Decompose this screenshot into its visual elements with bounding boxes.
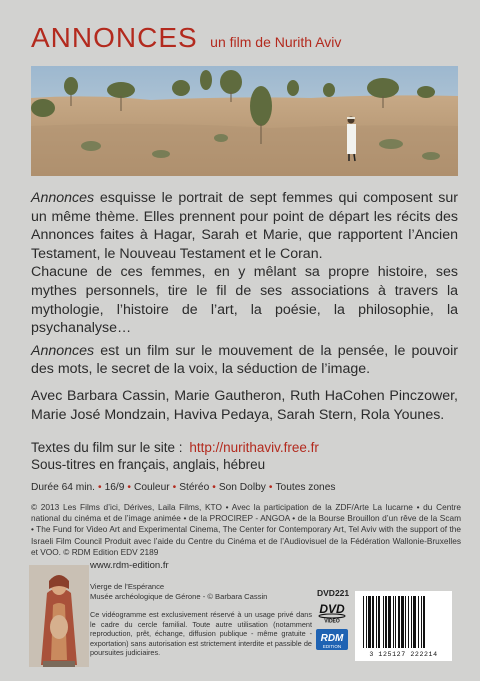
website-label: Textes du film sur le site : [31, 440, 183, 455]
synopsis [31, 189, 458, 424]
film-subtitle: un film de Nurith Aviv [210, 34, 342, 50]
title-block [31, 22, 341, 54]
film-title: ANNONCES [31, 22, 198, 53]
synopsis-paragraph: Chacune de ces femmes, en y mêlant sa propre histoire, ses mythes personnels, tire le fil de ses associations à travers la mythologie, l’histoire de l’art, la poésie, la philosophie, la psychanalyse… [31, 264, 458, 337]
caption-credit: Musée archéologique de Gérone - © Barbara Cassin [90, 592, 268, 601]
spec-sound: Son Dolby [218, 482, 266, 493]
synopsis-text: est un film sur le mouvement de la pensée, le pouvoir des mots, le secret de la voix, la séduction de l’image. [31, 342, 458, 378]
publisher-website[interactable]: www.rdm-edition.fr [90, 560, 169, 571]
landscape-photo [31, 66, 458, 176]
catalog-code: DVD221 [317, 588, 350, 598]
synopsis-paragraph [31, 189, 458, 263]
svg-text:RDM: RDM [320, 633, 344, 644]
spec-color: Couleur [133, 482, 170, 493]
film-title-inline: Annonces [31, 190, 95, 206]
svg-text:VIDEO: VIDEO [324, 618, 340, 623]
synopsis-paragraph [31, 342, 458, 379]
barcode-number: 3 125127 222214 [369, 651, 438, 658]
spec-zones: Toutes zones [275, 482, 336, 493]
image-caption [90, 582, 267, 602]
tech-specs: Durée 64 min. • 16/9 • Couleur • Stéréo • Son Dolby • Toutes zones [31, 482, 336, 493]
spec-aspect: 16/9 [104, 482, 125, 493]
film-title-inline: Annonces [31, 342, 95, 359]
barcode [355, 591, 452, 661]
spec-stereo: Stéréo [179, 482, 210, 493]
spec-duration: Durée 64 min. [31, 482, 95, 493]
svg-text:EDITION: EDITION [322, 644, 342, 649]
legal-notice: Ce vidéogramme est exclusivement réservé à un usage privé dans le cadre du cercle familial. Toute autre utilisation (notamment reproduction, prêt, échange, diffusion publique - même gratuite - exportation) sans autorisation est strictement interdite et passible de poursuites judiciaires. [90, 610, 312, 658]
rdm-edition-logo-icon [316, 629, 348, 650]
caption-title: Vierge de l’Espérance [90, 582, 165, 591]
website-row [31, 440, 319, 455]
cast-list: Avec Barbara Cassin, Marie Gautheron, Ruth HaCohen Pinczower, Marie José Mondzain, Haviva Pedaya, Sarah Stern, Rola Younes. [31, 387, 458, 423]
subtitles-info: Sous-titres en français, anglais, hébreu [31, 457, 266, 472]
website-link[interactable]: http://nurithaviv.free.fr [189, 440, 319, 455]
dvd-video-logo-icon [316, 601, 348, 623]
virgin-statue-image [29, 565, 89, 667]
production-credits: © 2013 Les Films d’ici, Dérives, Laila Films, KTO • Avec la participation de la ZDF/Arte La lucarne • du Centre national du cinéma et de l’image animée • de la PROCIREP - ANGOA • de la Bourse Brouillon d’un rêve de la Scam • The Fund for Video Art and Experimental Cinema, The Center for Contemporary Art, Tel Aviv with the support of the Israeli Film Council Produit avec l’aide du Centre du Cinéma et de l’Audiovisuel de la Fédération Wallonie-Bruxelles et VOO. © RDM Edition EDV 2189 [31, 502, 461, 557]
synopsis-text: esquisse le portrait de sept femmes qui composent sur un même thème. Elles prennent pour point de départ les récits des Annonces faites à Hagar, Sarah et Marie, que rapportent l’Ancien Testament, le Nouveau Testament et le Coran. [31, 190, 458, 262]
svg-text:DVD: DVD [319, 602, 345, 616]
